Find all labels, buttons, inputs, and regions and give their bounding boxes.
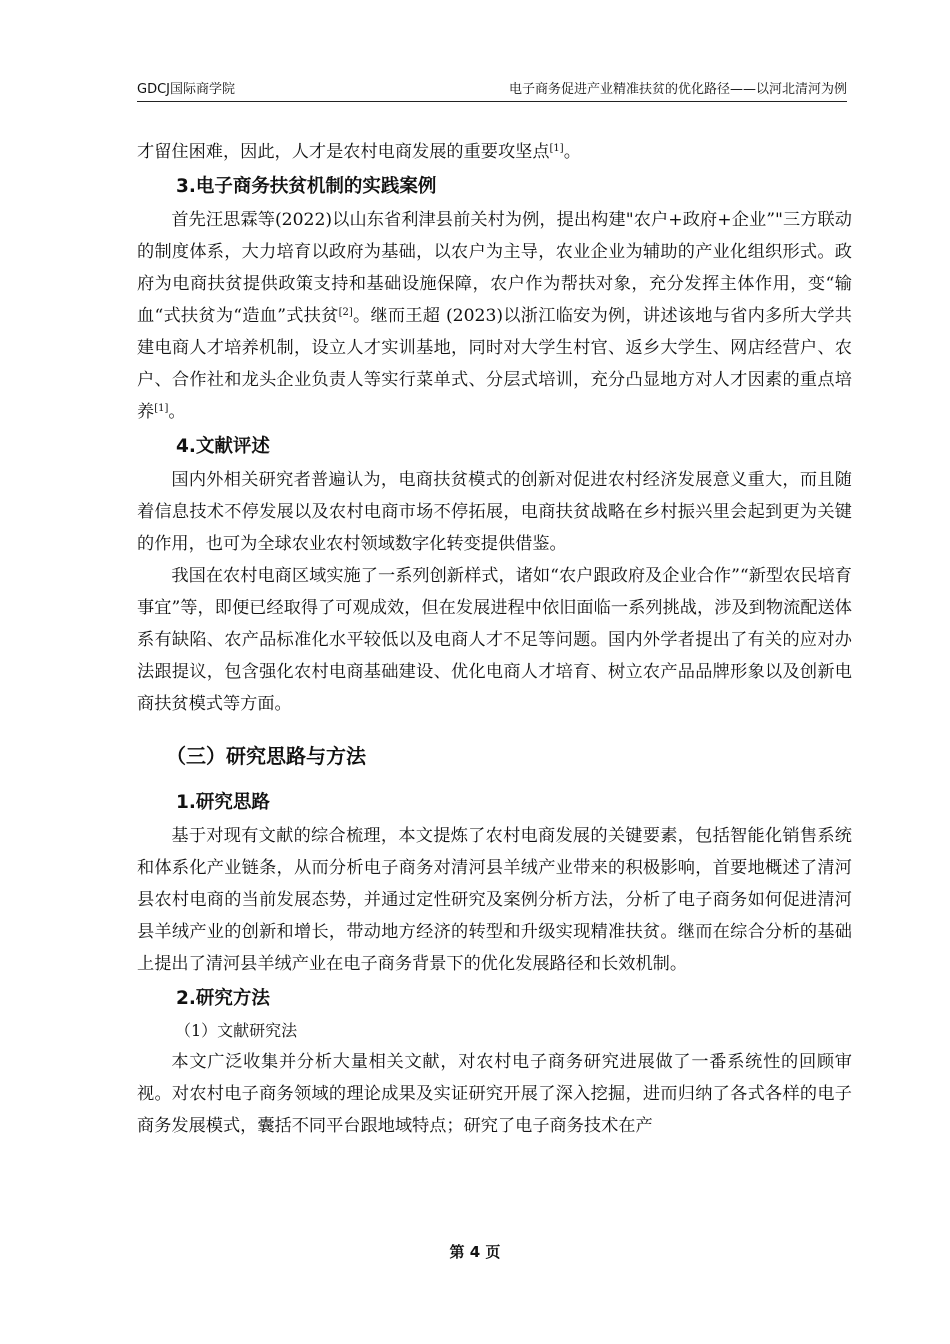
paragraph-research-idea: 基于对现有文献的综合梳理，本文提炼了农村电商发展的关键要素，包括智能化销售系统和体系化产业链条，从而分析电子商务对清河县羊绒产业带来的积极影响，首要地概述了清河县农村电商的当前发展态势，并通过定性研究及案例分析方法，分析了电子商务如何促进清河县羊绒产业的创新和增长，带动地方经济的转型和升级实现精准扶贫。继而在综合分析的基础上提出了清河县羊绒产业在电子商务背景下的优化发展路径和长效机制。 [137, 826, 852, 974]
citation: [1] [154, 403, 169, 414]
header-thesis-title: 电子商务促进产业精准扶贫的优化路径——以河北清河为例 [508, 82, 847, 97]
heading-research-methods: 2.研究方法 [176, 988, 270, 1009]
paragraph-continued [137, 136, 852, 168]
citation: [2] [338, 307, 353, 318]
page-header [137, 78, 847, 100]
page-body [137, 136, 852, 1142]
heading-research-idea: 1.研究思路 [176, 792, 270, 813]
header-rule [137, 101, 847, 102]
paragraph-text: 才留住困难，因此，人才是农村电商发展的重要攻坚点 [137, 142, 550, 162]
header-school: GDCJ国际商学院 [137, 82, 235, 97]
heading-research-approach: （三）研究思路与方法 [166, 744, 366, 768]
paragraph-practice-cases [137, 204, 852, 428]
page-number: 第 4 页 [449, 1243, 501, 1261]
heading-practice-cases: 3.电子商务扶贫机制的实践案例 [176, 176, 437, 197]
heading-literature-method: （1）文献研究法 [175, 1021, 298, 1040]
paragraph-literature-method: 本文广泛收集并分析大量相关文献，对农村电子商务研究进展做了一番系统性的回顾审视。对农村电子商务领域的理论成果及实证研究开展了深入挖掘，进而归纳了各式各样的电子商务发展模式，囊括不同平台跟地域特点；研究了电子商务技术在产 [137, 1052, 852, 1136]
paragraph-text: 首先汪思霖等(2022)以山东省利津县前关村为例，提出构建"农户+政府+企业”"三方联动的制度体系，大力培育以政府为基础，以农户为主导，农业企业为辅助的产业化组织形式。政府为电商扶贫提供政策支持和基础设施保障，农户作为帮扶对象，充分发挥主体作用，变“输血“式扶贫为“造血”式扶贫 [137, 210, 852, 326]
paragraph-end: 。 [168, 402, 186, 422]
paragraph-end: 。 [563, 142, 581, 162]
paragraph-review-2: 我国在农村电商区域实施了一系列创新样式，诸如“农户跟政府及企业合作”“新型农民培育事宜”等，即便已经取得了可观成效，但在发展进程中依旧面临一系列挑战，涉及到物流配送体系有缺陷、农产品标准化水平较低以及电商人才不足等问题。国内外学者提出了有关的应对办法跟提议，包含强化农村电商基础建设、优化电商人才培育、树立农产品品牌形象以及创新电商扶贫模式等方面。 [137, 566, 852, 714]
paragraph-review-1: 国内外相关研究者普遍认为，电商扶贫模式的创新对促进农村经济发展意义重大，而且随着信息技术不停发展以及农村电商市场不停拓展，电商扶贫战略在乡村振兴里会起到更为关键的作用，也可为全球农业农村领域数字化转变提供借鉴。 [137, 470, 852, 554]
paragraph-text: 。继而王超 (2023)以浙江临安为例，讲述该地与省内多所大学共建电商人才培养机制，设立人才实训基地，同时对大学生村官、返乡大学生、网店经营户、农户、合作社和龙头企业负责人等实行菜单式、分层式培训，充分凸显地方对人才因素的重点培养 [137, 306, 852, 422]
heading-literature-review: 4.文献评述 [176, 436, 270, 457]
citation: [1] [549, 143, 564, 154]
